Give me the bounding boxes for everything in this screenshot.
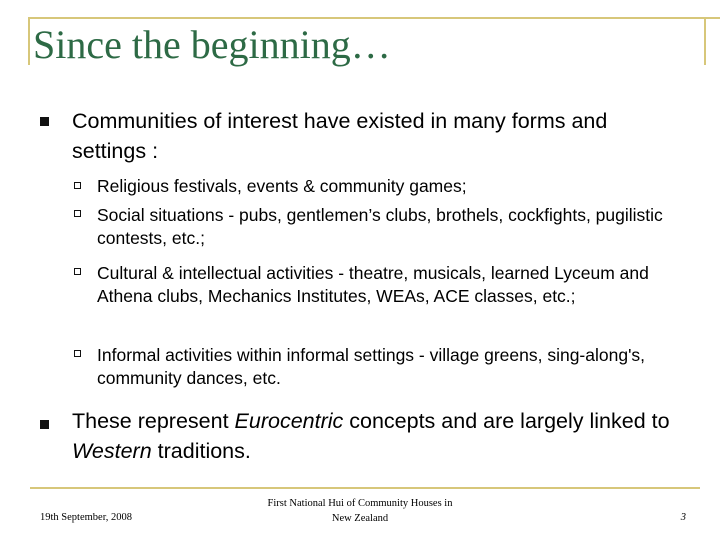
bullet-text-part: These represent (72, 409, 235, 433)
hollow-square-bullet-icon (74, 350, 81, 357)
page-number: 3 (680, 512, 686, 523)
bullet-text: Communities of interest have existed in many forms and settings : (72, 109, 608, 163)
emphasis-eurocentric: Eurocentric (234, 409, 344, 433)
footer-event-line: First National Hui of Community Houses in (267, 498, 453, 509)
footer-event (230, 497, 490, 526)
hollow-square-bullet-icon (74, 210, 81, 217)
hollow-square-bullet-icon (74, 268, 81, 275)
square-bullet-icon (40, 117, 49, 126)
emphasis-western: Western (72, 439, 152, 463)
left-frame-line (28, 17, 30, 65)
square-bullet-icon (40, 420, 49, 429)
sub-bullet-text: Informal activities within informal settings - village greens, sing-along's, community dances, etc. (97, 345, 646, 389)
sub-bullet-text: Religious festivals, events & community games; (97, 176, 467, 196)
footer-event-line: New Zealand (331, 512, 389, 524)
right-frame-line (704, 17, 706, 65)
bullet-text-part: traditions. (151, 439, 251, 463)
footer-line (30, 487, 700, 489)
slide-title: Since the beginning… (33, 22, 391, 67)
bullet-text-part: concepts and are largely linked to (343, 409, 670, 433)
footer-date: 19th September, 2008 (40, 512, 133, 523)
sub-bullet-text: Cultural & intellectual activities - theatre, musicals, learned Lyceum and Athena clubs, Mechanics Institutes, WEAs, ACE classes, etc.; (97, 263, 649, 307)
bullet-text (72, 406, 682, 466)
hollow-square-bullet-icon (74, 182, 81, 189)
sub-bullet-text: Social situations - pubs, gentlemen’s clubs, brothels, cockfights, pugilistic contests, etc.; (97, 205, 663, 249)
